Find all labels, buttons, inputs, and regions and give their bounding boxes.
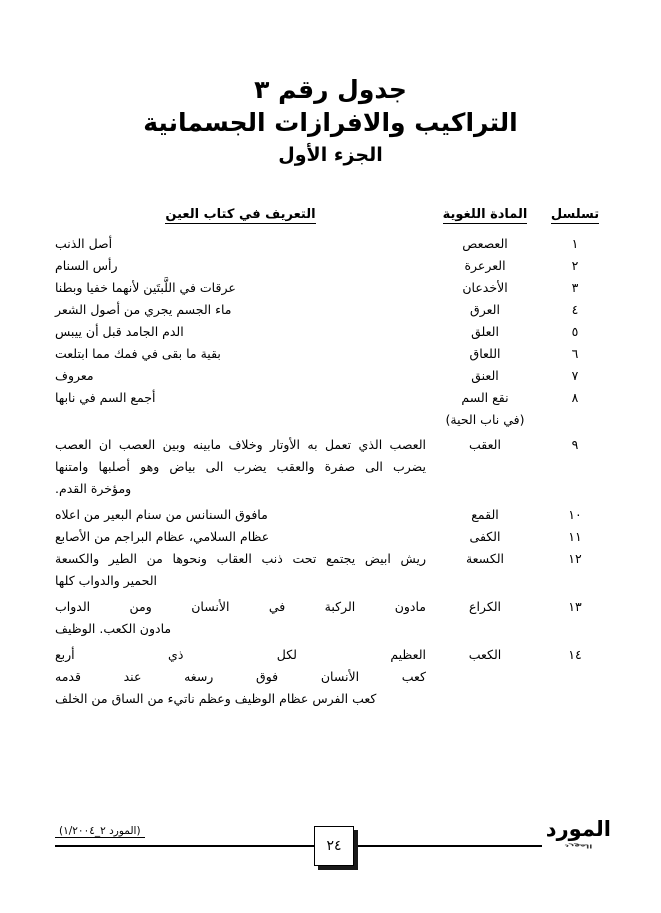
row-sequence-number: ١٠ bbox=[568, 507, 582, 522]
row-term-text: نقع السم bbox=[461, 390, 509, 405]
row-term-text: العرق bbox=[470, 302, 500, 317]
row-term-text: القمع bbox=[471, 507, 499, 522]
row-definition bbox=[55, 365, 426, 387]
row-sequence-number: ١٢ bbox=[568, 551, 582, 566]
table-header-row bbox=[55, 207, 606, 224]
row-term bbox=[426, 299, 544, 321]
row-sequence-number: ٦ bbox=[571, 346, 579, 361]
definition-line: العصب الذي تعمل به الأوتار وخلاف مابينه وبين العصب ان العصب bbox=[55, 437, 426, 452]
row-term-text: العرعرة bbox=[464, 258, 506, 273]
row-term bbox=[426, 504, 544, 526]
table-row bbox=[55, 233, 606, 255]
row-term bbox=[426, 365, 544, 387]
row-sequence-number: ٩ bbox=[571, 437, 579, 452]
row-definition bbox=[55, 387, 426, 409]
definition-line: أصل الذنب bbox=[55, 236, 113, 251]
table-row bbox=[55, 434, 606, 500]
row-sequence-number: ٤ bbox=[571, 302, 579, 317]
definition-line: كعب الفرس عظام الوظيف وعظم ناتيء من الساق من الخلف bbox=[55, 691, 377, 706]
row-term-text: الأخدعان bbox=[462, 280, 508, 295]
row-sequence-number: ٧ bbox=[571, 368, 579, 383]
row-definition bbox=[55, 255, 426, 277]
row-term bbox=[426, 434, 544, 456]
definition-line: مادون الكعب. الوظيف bbox=[55, 621, 172, 636]
row-term bbox=[426, 548, 544, 570]
row-term-text: اللعاق bbox=[469, 346, 501, 361]
column-header-sequence-cell bbox=[544, 207, 606, 224]
table-number-title: جدول رقم ٣ bbox=[254, 75, 407, 104]
row-term bbox=[426, 526, 544, 548]
row-term bbox=[426, 233, 544, 255]
data-table bbox=[55, 207, 606, 714]
definition-line: كعب الأنسان فوق رسغه عند قدمه bbox=[55, 669, 426, 684]
row-definition bbox=[55, 504, 426, 526]
row-term-text: الكسعة bbox=[465, 551, 505, 566]
issue-reference: (المورد ٢_١/٢٠٠٤) bbox=[55, 825, 145, 838]
journal-logo-text: المورد bbox=[545, 817, 611, 841]
row-definition bbox=[55, 644, 426, 710]
table-row bbox=[55, 387, 606, 430]
table-row bbox=[55, 277, 606, 299]
table-row bbox=[55, 365, 606, 387]
definition-line: رأس السنام bbox=[55, 258, 118, 273]
row-term bbox=[426, 387, 544, 430]
definition-line: معروف bbox=[55, 368, 94, 383]
row-sequence-number: ١١ bbox=[568, 529, 582, 544]
row-term-text: العنق bbox=[471, 368, 499, 383]
page-number-box bbox=[314, 826, 354, 866]
table-row bbox=[55, 526, 606, 548]
row-sequence-number: ١٤ bbox=[568, 647, 582, 662]
definition-line: عظام السلامي، عظام البراجم من الأصابع bbox=[55, 529, 270, 544]
definition-line: يضرب الى صفرة والعقب يضرب الى بياض وهو أصلبها وامتنها bbox=[55, 459, 426, 474]
row-term-text: الكفى bbox=[469, 529, 501, 544]
journal-logo-reflection: المورد bbox=[564, 842, 593, 849]
table-row bbox=[55, 644, 606, 710]
row-sequence-number: ١ bbox=[571, 236, 579, 251]
row-definition bbox=[55, 548, 426, 592]
table-row bbox=[55, 596, 606, 640]
row-definition bbox=[55, 526, 426, 548]
definition-line: ومؤخرة القدم. bbox=[55, 481, 132, 496]
definition-line: ريش ابيض يجتمع تحت ذنب العقاب ونحوها من الطير والكسعة bbox=[55, 551, 426, 566]
page-number: ٢٤ bbox=[326, 838, 342, 854]
table-row bbox=[55, 504, 606, 526]
row-term bbox=[426, 321, 544, 343]
page-title-block bbox=[0, 74, 661, 167]
row-definition bbox=[55, 321, 426, 343]
row-term bbox=[426, 596, 544, 618]
row-sequence-number: ٥ bbox=[571, 324, 579, 339]
column-header-term: المادة اللغوية bbox=[442, 207, 528, 222]
row-term-text: العقب bbox=[469, 437, 501, 452]
column-header-term-cell bbox=[426, 207, 544, 224]
row-sequence-number: ٢ bbox=[571, 258, 579, 273]
table-row bbox=[55, 255, 606, 277]
definition-line: ماء الجسم يجري من أصول الشعر bbox=[55, 302, 232, 317]
row-definition bbox=[55, 596, 426, 640]
definition-line: أجمع السم في نابها bbox=[55, 390, 156, 405]
definition-line: الحمير والدواب كلها bbox=[55, 573, 158, 588]
definition-line: مادون الركبة في الأنسان ومن الدواب bbox=[55, 599, 426, 614]
definition-line: مافوق السنانس من سنام البعير من اعلاه bbox=[55, 507, 268, 522]
table-row bbox=[55, 299, 606, 321]
row-term-text: العلق bbox=[471, 324, 499, 339]
column-header-definition: التعريف في كتاب العين bbox=[165, 207, 316, 222]
row-spacer bbox=[55, 710, 606, 714]
row-term-text: الكعب bbox=[468, 647, 502, 662]
row-term-text: العصعص bbox=[462, 236, 508, 251]
row-sequence-number: ٣ bbox=[571, 280, 579, 295]
row-definition bbox=[55, 434, 426, 500]
row-term-subnote: (في ناب الحية) bbox=[445, 412, 525, 427]
journal-logo bbox=[542, 819, 613, 850]
table-row bbox=[55, 343, 606, 365]
part-subtitle: الجزء الأول bbox=[278, 143, 383, 166]
table-body bbox=[55, 233, 606, 714]
table-row bbox=[55, 548, 606, 592]
column-header-sequence: تسلسل bbox=[550, 207, 600, 222]
table-row bbox=[55, 321, 606, 343]
row-term bbox=[426, 343, 544, 365]
row-definition bbox=[55, 343, 426, 365]
definition-line: العظيم لكل ذي أربع bbox=[55, 647, 426, 662]
page-footer bbox=[55, 819, 613, 875]
row-definition bbox=[55, 299, 426, 321]
definition-line: الدم الجامد قبل أن ييبس bbox=[55, 324, 184, 339]
row-term bbox=[426, 277, 544, 299]
page-title: التراكيب والافرازات الجسمانية bbox=[143, 108, 518, 138]
definition-line: عرقات في اللَّبتَين لأنهما خفيا وبطنا bbox=[55, 280, 236, 295]
column-header-definition-cell bbox=[55, 207, 426, 224]
definition-line: بقية ما بقى في فمك مما ابتلعت bbox=[55, 346, 221, 361]
row-term-text: الكراع bbox=[468, 599, 501, 614]
row-definition bbox=[55, 233, 426, 255]
row-sequence-number: ٨ bbox=[571, 390, 579, 405]
row-sequence-number: ١٣ bbox=[568, 599, 582, 614]
row-definition bbox=[55, 277, 426, 299]
row-term bbox=[426, 644, 544, 666]
row-term bbox=[426, 255, 544, 277]
